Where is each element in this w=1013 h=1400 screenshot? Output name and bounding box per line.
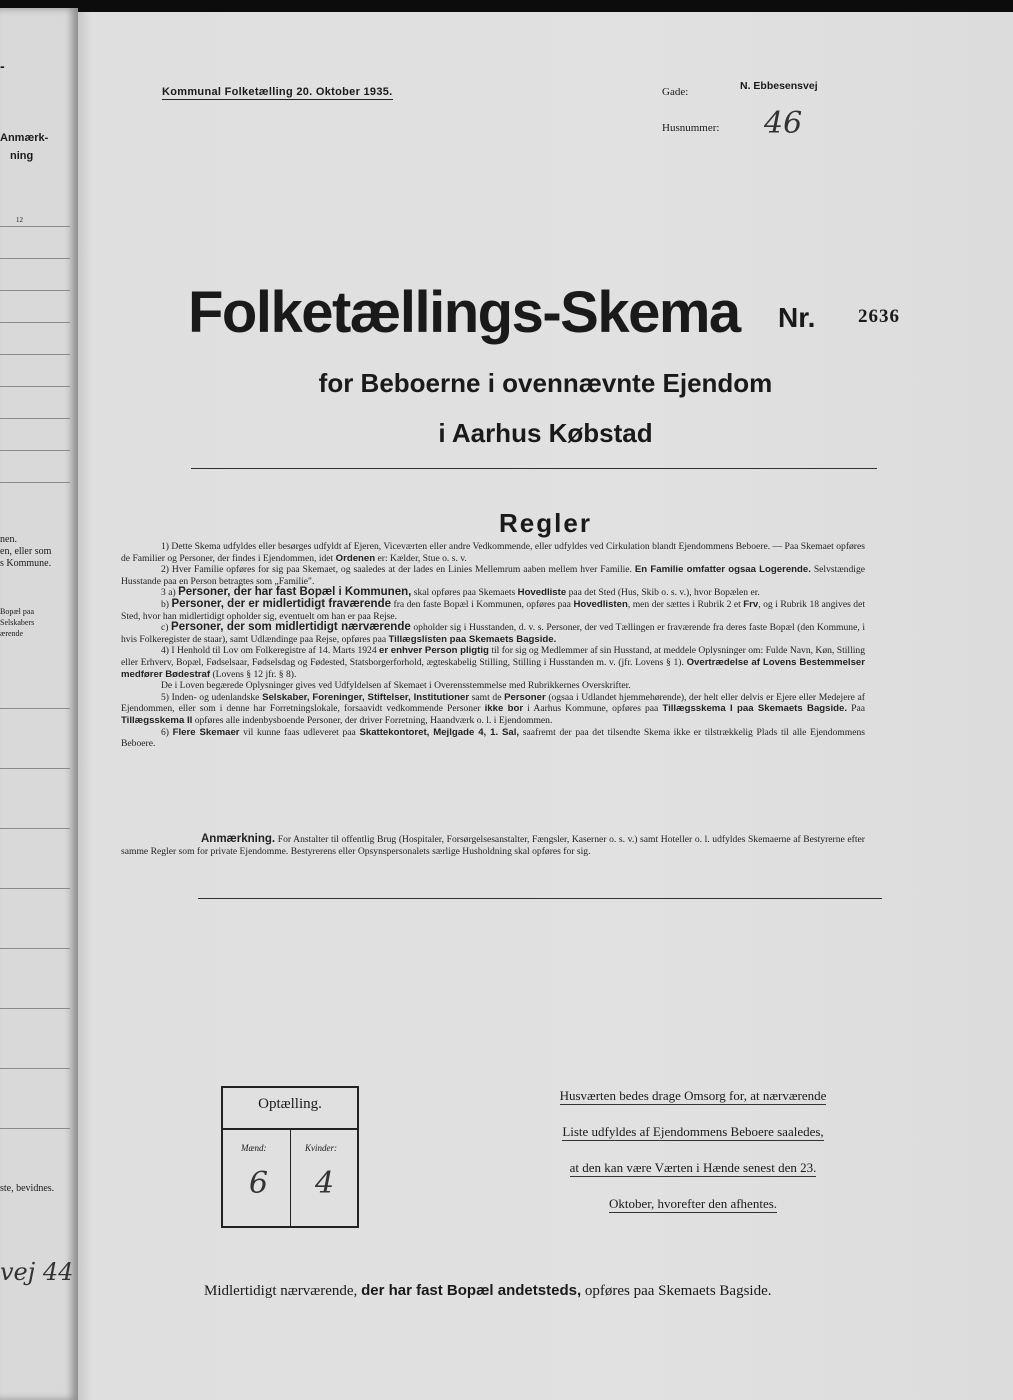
prev-page-fragment: Anmærk- — [0, 132, 49, 144]
count-box — [221, 1086, 359, 1228]
prev-page-rule — [0, 1068, 70, 1069]
notice-line-2: Liste udfyldes af Ejendommens Beboere saaledes, — [562, 1124, 824, 1139]
prev-page-rule — [0, 258, 70, 259]
remark-text: For Anstalter til offentlig Brug (Hospitaler, Forsørgelsesanstalter, Fængsler, Kaserner o. s. v.) samt Hoteller o. l. udfyldes Skemaerne af Bestyrerne efter samme Regler som for private Ejendomme. Bestyrerens eller Opsynspersonalets særlige Husholdning skal opføres for sig. — [121, 834, 865, 857]
prev-page-rule — [0, 1128, 70, 1129]
house-number-value: 46 — [764, 106, 803, 141]
women-count: 4 — [315, 1166, 335, 1201]
census-title-line: Kommunal Folketælling 20. Oktober 1935. — [162, 86, 393, 98]
prev-page-rule — [0, 290, 70, 291]
rule-3a: 3 a) Personer, der har fast Bopæl i Kommunen, skal opføres paa Skemaets Hovedliste paa det Sted (Hus, Skib o. s. v.), hvor Bopælen er. — [161, 586, 760, 599]
divider — [198, 898, 882, 899]
rule-3b: b) Personer, der er midlertidigt fraværende fra den faste Bopæl i Kommunen, opføres paa Hovedlisten, men der sættes i Rubrik 2 et Frv, og i Rubrik 18 angives det Sted, hvor han midlertidigt opholder sig, eventuelt om han er paa Rejse. — [121, 597, 866, 622]
prev-page-fragment: ning — [10, 150, 34, 162]
prev-page-fragment: ærende — [0, 629, 24, 638]
prev-page-handwriting: vej 44 — [0, 1258, 74, 1286]
form-number: 2636 — [858, 306, 900, 327]
prev-page-mark: - — [0, 58, 5, 74]
house-number-label: Husnummer: — [662, 122, 720, 134]
notice-line-1: Husværten bedes drage Omsorg for, at nærværende — [559, 1088, 827, 1103]
notice-line-4: Oktober, hvorefter den afhentes. — [608, 1196, 778, 1211]
rule-4-note: De i Loven begærede Oplysninger gives ved Udfyldelsen af Skemaet i Overensstemmelse med Rubrikkernes Overskrifter. — [161, 680, 631, 692]
form-location: i Aarhus Købstad — [438, 418, 653, 448]
divider — [191, 468, 877, 469]
prev-page-rule — [0, 386, 70, 387]
rules-heading: Regler — [499, 508, 592, 538]
rule-1: 1) Dette Skema udfyldes eller besørges udfyldt af Ejeren, Viceværten eller andre Vedkommende, eller udfyldes ved Cirkulation blandt Ejendommens Beboere. — Paa Skemaet opføres de Familier og Personer, der findes i Ejendommen, idet Ordenen er: Kælder, Stue o. s. v. — [121, 541, 865, 564]
prev-page-rule — [0, 948, 70, 949]
prev-page-rule — [0, 226, 70, 227]
remark-label: Anmærkning. — [201, 833, 276, 845]
prev-page-fragment: Selskabers — [0, 618, 35, 627]
prev-page-rule — [0, 482, 70, 483]
prev-page-fragment: Bopæl paa — [0, 607, 34, 616]
prev-page-rule — [0, 322, 70, 323]
footer-note: Midlertidigt nærværende, der har fast Bopæl andetsteds, opføres paa Skemaets Bagside. — [204, 1282, 772, 1299]
rules-text — [121, 541, 865, 750]
prev-page-rule — [0, 708, 70, 709]
count-box-title: Optælling. — [258, 1096, 322, 1112]
form-title: Folketællings-Skema — [188, 280, 740, 345]
remark — [121, 834, 865, 857]
prev-page-rule — [0, 354, 70, 355]
census-form-page — [78, 12, 1013, 1400]
prev-page-fragment: nen. — [0, 534, 17, 545]
prev-page-rule — [0, 768, 70, 769]
rule-5: 5) Inden- og udenlandske Selskaber, Foreninger, Stiftelser, Institutioner samt de Personer (ogsaa i Udlandet hjemmehørende), der helt eller delvis er Ejere eller Medejere af Ejendommen, eller som i denne har Forretningslokale, forsaavidt vedkommende Personer ikke bor i Aarhus Kommune, opføres paa Tillægsskema I paa Skemaets Bagside. Paa Tillægsskema II opføres alle indenbysboende Personer, der driver Forretning, Haandværk o. l. i Ejendommen. — [121, 691, 865, 726]
prev-page-rule — [0, 888, 70, 889]
rule-2: 2) Hver Familie opføres for sig paa Skemaet, og saaledes at der lades en Linies Mellemrum aaben mellem hver Familie. En Familie omfatter ogsaa Logerende. Selvstændige Husstande paa en Person betragtes som „Familie". — [121, 564, 865, 587]
women-label: Kvinder: — [305, 1143, 337, 1153]
prev-page-fragment: s Kommune. — [0, 558, 52, 569]
rule-3c: c) Personer, der som midlertidigt nærværende opholder sig i Husstanden, d. v. s. Personer, der ved Tællingen er fraværende fra deres faste Bopæl (den Kommune, i hvis Folkeregister de staar), samt Udlændinge paa Rejse, opføres paa Tillægslisten paa Skemaets Bagside. — [121, 621, 865, 645]
form-subtitle: for Beboerne i ovennævnte Ejendom — [318, 368, 773, 398]
street-value: N. Ebbesensvej — [740, 80, 818, 92]
count-box-divider — [290, 1128, 291, 1226]
prev-page-rule — [0, 418, 70, 419]
prev-page-fragment: ste, bevidnes. — [0, 1183, 55, 1194]
prev-page-rule — [0, 1008, 70, 1009]
rule-6: 6) Flere Skemaer vil kunne faas udleveret paa Skattekontoret, Mejlgade 4, 1. Sal, saafremt der paa det tilsendte Skema ikke er tilstrækkelig Plads til alle Ejendommens Beboere. — [121, 726, 865, 750]
prev-page-fragment: 12 — [16, 216, 23, 224]
prev-page-fragment: en, eller som — [0, 546, 52, 557]
prev-page-rule — [0, 828, 70, 829]
prev-page-rule — [0, 450, 70, 451]
form-number-label: Nr. — [778, 302, 816, 333]
street-label: Gade: — [662, 86, 689, 98]
rule-4: 4) I Henhold til Lov om Folkeregistre af 14. Marts 1924 er enhver Person pligtig til for sig og Medlemmer af sin Husstand, at meddele Oplysninger om: Fulde Navn, Køn, Stilling eller Erhverv, Bopæl, Fødselsaar, Fødselsdag og Fødested, Statsborgerforhold, ægteskabelig Stilling, Stilling i Husstanden m. v. (jfr. Lovens § 1). Overtrædelse af Lovens Bestemmelser medfører Bødestraf (Lovens § 12 jfr. § 8). — [121, 645, 865, 680]
notice-line-3: at den kan være Værten i Hænde senest den 23. — [569, 1160, 817, 1175]
men-count: 6 — [249, 1166, 269, 1201]
previous-page-edge — [0, 8, 78, 1400]
men-label: Mænd: — [241, 1143, 267, 1153]
